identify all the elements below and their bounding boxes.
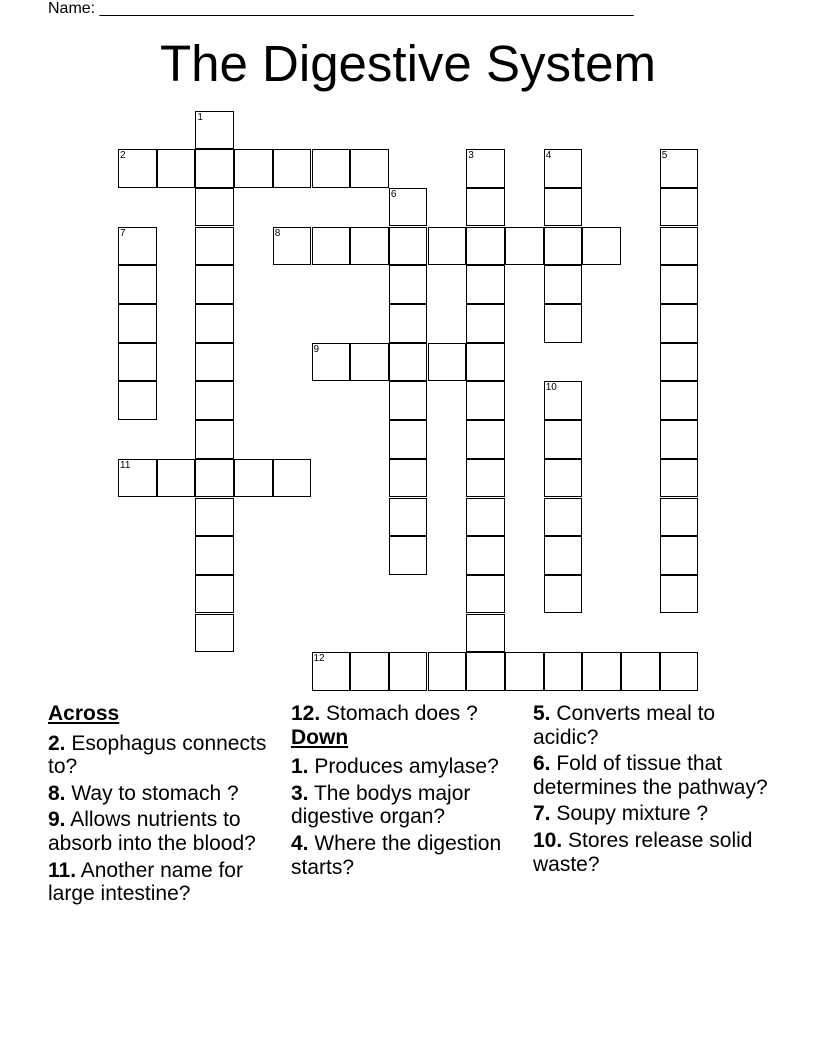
clue-item	[48, 732, 284, 779]
clue-text: Another name for large intestine?	[48, 858, 243, 906]
crossword-cell[interactable]	[660, 498, 699, 537]
crossword-cell[interactable]	[389, 536, 428, 575]
crossword-cell[interactable]	[195, 459, 234, 498]
crossword-cell[interactable]	[466, 652, 505, 691]
clue-item	[533, 702, 769, 749]
cell-number: 5	[661, 150, 668, 162]
clue-text: Where the digestion starts?	[291, 831, 502, 879]
crossword-cell[interactable]	[544, 536, 583, 575]
crossword-cell[interactable]	[466, 536, 505, 575]
crossword-cell[interactable]	[544, 265, 583, 304]
crossword-cell[interactable]	[466, 614, 505, 653]
clue-number: 7.	[533, 802, 551, 826]
crossword-cell[interactable]	[466, 304, 505, 343]
crossword-cell[interactable]	[544, 575, 583, 614]
crossword-cell[interactable]	[118, 149, 157, 188]
crossword-cell[interactable]	[660, 227, 699, 266]
crossword-cell[interactable]	[234, 149, 273, 188]
crossword-cell[interactable]	[544, 652, 583, 691]
crossword-cell[interactable]	[544, 227, 583, 266]
cell-number: 3	[468, 150, 474, 162]
crossword-cell[interactable]	[273, 227, 312, 266]
clue-item	[291, 832, 527, 879]
clue-text: Way to stomach ?	[65, 781, 239, 805]
clue-item	[291, 755, 527, 779]
crossword-cell[interactable]	[273, 459, 312, 498]
crossword-cell[interactable]	[195, 304, 234, 343]
clue-text: Esophagus connects to?	[48, 731, 267, 779]
cell-number: 9	[313, 343, 320, 355]
clue-number: 10.	[533, 828, 563, 852]
clue-text: Stomach does ?	[320, 702, 478, 725]
crossword-cell[interactable]	[118, 265, 157, 304]
crossword-cell[interactable]	[466, 343, 505, 382]
crossword-cell[interactable]	[195, 498, 234, 537]
cell-number: 12	[313, 653, 325, 665]
crossword-cell[interactable]	[389, 188, 428, 227]
crossword-cell[interactable]	[621, 652, 660, 691]
crossword-cell[interactable]	[505, 227, 544, 266]
crossword-cell[interactable]	[660, 304, 699, 343]
crossword-cell[interactable]	[389, 343, 428, 382]
crossword-cell[interactable]	[466, 227, 505, 266]
crossword-cell[interactable]	[157, 149, 196, 188]
crossword-cell[interactable]	[660, 381, 699, 420]
crossword-cell[interactable]	[195, 149, 234, 188]
crossword-cell[interactable]	[466, 459, 505, 498]
crossword-cell[interactable]	[466, 381, 505, 420]
clue-number: 9.	[48, 808, 66, 832]
crossword-cell[interactable]	[350, 149, 389, 188]
clues-column-1	[48, 702, 284, 909]
crossword-cell[interactable]	[428, 227, 467, 266]
crossword-cell[interactable]	[195, 111, 234, 150]
clue-item	[291, 782, 527, 829]
crossword-cell[interactable]	[389, 227, 428, 266]
crossword-cell[interactable]	[428, 343, 467, 382]
clue-text: The bodys major digestive organ?	[291, 781, 471, 829]
cell-number: 4	[545, 150, 552, 162]
cell-number: 2	[120, 150, 126, 162]
across-clue-list	[48, 732, 284, 906]
crossword-cell[interactable]	[389, 652, 428, 691]
clue-number: 6.	[533, 752, 551, 776]
clue-number: 5.	[533, 702, 551, 725]
crossword-cell[interactable]	[466, 420, 505, 459]
crossword-cell[interactable]	[195, 265, 234, 304]
name-field[interactable]: Name: ____________________________________________________________	[48, 0, 634, 17]
clue-text: Fold of tissue that determines the pathway?	[533, 752, 768, 799]
crossword-cell[interactable]	[195, 343, 234, 382]
crossword-cell[interactable]	[544, 459, 583, 498]
crossword-cell[interactable]	[389, 304, 428, 343]
clue-number: 8.	[48, 781, 66, 805]
cell-number: 1	[197, 111, 203, 123]
crossword-cell[interactable]	[195, 575, 234, 614]
crossword-cell[interactable]	[582, 652, 621, 691]
across-clue	[291, 702, 527, 726]
across-header: Across	[48, 702, 120, 725]
crossword-cell[interactable]	[312, 343, 351, 382]
down-clue-list	[533, 702, 769, 876]
clues-column-3	[533, 702, 769, 879]
cell-number: 8	[274, 227, 281, 239]
crossword-cell[interactable]	[195, 381, 234, 420]
clue-item	[533, 829, 769, 876]
down-clue-list	[291, 755, 527, 879]
clue-item	[533, 752, 769, 799]
cell-number: 6	[390, 188, 397, 200]
crossword-cell[interactable]	[312, 227, 351, 266]
crossword-cell[interactable]	[544, 304, 583, 343]
clue-item	[48, 808, 284, 855]
crossword-cell[interactable]	[157, 459, 196, 498]
crossword-cell[interactable]	[118, 304, 157, 343]
clue-number: 4.	[291, 831, 309, 855]
page-title: The Digestive System	[159, 35, 656, 92]
crossword-cell[interactable]	[273, 149, 312, 188]
crossword-cell[interactable]	[195, 536, 234, 575]
clue-item	[48, 782, 284, 806]
clue-text: Produces amylase?	[308, 755, 499, 779]
crossword-cell[interactable]	[195, 227, 234, 266]
crossword-cell[interactable]	[466, 265, 505, 304]
cell-number: 7	[120, 227, 126, 239]
crossword-cell[interactable]	[544, 149, 583, 188]
crossword-cell[interactable]	[118, 343, 157, 382]
crossword-cell[interactable]	[466, 149, 505, 188]
crossword-cell[interactable]	[389, 459, 428, 498]
clue-number: 1.	[291, 755, 309, 779]
crossword-cell[interactable]	[350, 652, 389, 691]
clue-text: Stores release solid waste?	[533, 828, 753, 876]
crossword-cell[interactable]	[312, 149, 351, 188]
clue-number: 3.	[291, 781, 309, 805]
crossword-cell[interactable]	[660, 536, 699, 575]
cell-number: 11	[120, 459, 131, 471]
crossword-cell[interactable]	[660, 188, 699, 227]
crossword-cell[interactable]	[466, 498, 505, 537]
crossword-cell[interactable]	[195, 420, 234, 459]
crossword-cell[interactable]	[389, 420, 428, 459]
crossword-cell[interactable]	[660, 575, 699, 614]
crossword-cell[interactable]	[544, 498, 583, 537]
crossword-cell[interactable]	[660, 459, 699, 498]
crossword-cell[interactable]	[350, 343, 389, 382]
crossword-cell[interactable]	[195, 614, 234, 653]
clue-text: Allows nutrients to absorb into the blood?	[48, 808, 256, 855]
crossword-cell[interactable]	[660, 652, 699, 691]
crossword-cell[interactable]	[466, 575, 505, 614]
crossword-cell[interactable]	[350, 227, 389, 266]
crossword-cell[interactable]	[660, 420, 699, 459]
crossword-cell[interactable]	[389, 265, 428, 304]
crossword-cell[interactable]	[389, 381, 428, 420]
crossword-cell[interactable]	[544, 420, 583, 459]
crossword-cell[interactable]	[544, 188, 583, 227]
crossword-cell[interactable]	[118, 459, 157, 498]
clue-text: Converts meal to acidic?	[533, 702, 716, 749]
clue-item	[533, 802, 769, 826]
clue-number: 2.	[48, 731, 66, 755]
crossword-cell[interactable]	[118, 227, 157, 266]
crossword-cell[interactable]	[505, 652, 544, 691]
crossword-cell[interactable]	[312, 652, 351, 691]
crossword-cell[interactable]	[389, 498, 428, 537]
crossword-cell[interactable]	[234, 459, 273, 498]
clues-column-2	[291, 702, 527, 882]
clue-text: Soupy mixture ?	[550, 802, 709, 826]
down-header: Down	[291, 725, 349, 749]
crossword-cell[interactable]	[582, 227, 621, 266]
crossword-cell[interactable]	[660, 265, 699, 304]
crossword-cell[interactable]	[544, 381, 583, 420]
crossword-cell[interactable]	[195, 188, 234, 227]
crossword-cell[interactable]	[428, 652, 467, 691]
crossword-cell[interactable]	[660, 343, 699, 382]
clue-number: 12.	[291, 702, 321, 725]
clue-number: 11.	[48, 858, 77, 882]
crossword-cell[interactable]	[660, 149, 699, 188]
crossword-cell[interactable]	[466, 188, 505, 227]
cell-number: 10	[545, 382, 557, 394]
clue-item	[48, 859, 284, 906]
crossword-cell[interactable]	[118, 381, 157, 420]
